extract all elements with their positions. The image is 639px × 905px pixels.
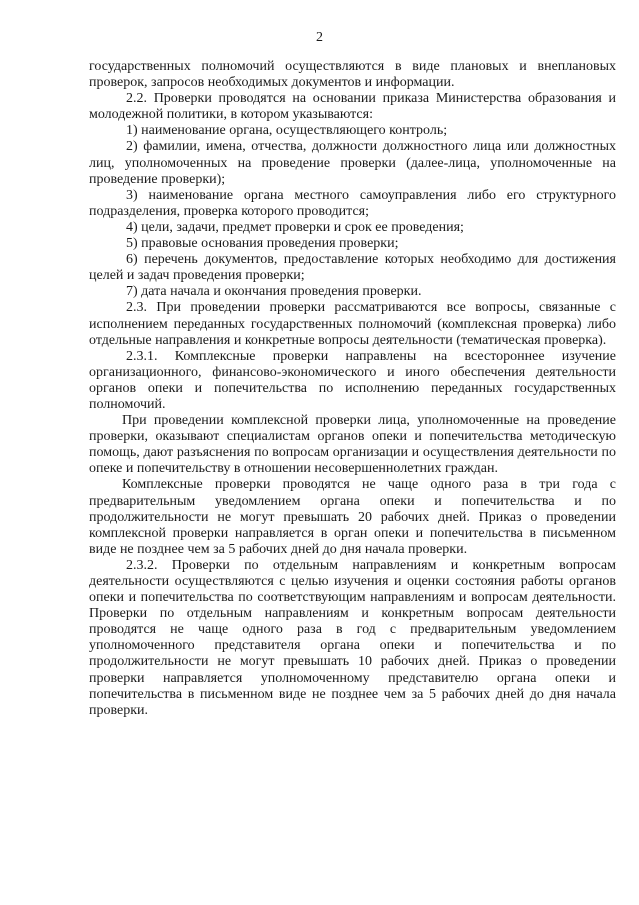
- list-item-2: 2) фамилии, имена, отчества, должности должностного лица или должностных лиц, уполномоченных на проведение проверки (далее-лица, уполномоченные на проведение проверки);: [89, 139, 616, 187]
- list-item-4: 4) цели, задачи, предмет проверки и срок ее проведения;: [126, 219, 464, 235]
- document-body: [89, 59, 616, 719]
- list-item-3: 3) наименование органа местного самоуправления либо его структурного подразделения, проверка которого проводится;: [89, 187, 616, 219]
- paragraph-2-3: 2.3. При проведении проверки рассматриваются все вопросы, связанные с исполнением переданных государственных полномочий (комплексная проверка) либо отдельные направления и конкретные вопросы деятельности (тематическая проверка).: [89, 300, 616, 348]
- list-item-1: 1) наименование органа, осуществляющего контроль;: [126, 123, 448, 139]
- list-item-5: 5) правовые основания проведения проверки;: [126, 236, 399, 252]
- paragraph-continuation: государственных полномочий осуществляются в виде плановых и внеплановых проверок, запросов необходимых документов и информации.: [89, 59, 616, 91]
- page-number: 2: [316, 30, 323, 45]
- paragraph-2-2: 2.2. Проверки проводятся на основании приказа Министерства образования и молодежной политики, в котором указываются:: [89, 91, 616, 123]
- paragraph-complex-inspection-frequency: Комплексные проверки проводятся не чаще одного раза в три года с предварительным уведомлением органа опеки и попечительства и по продолжительности не могут превышать 20 рабочих дней. Приказ о проведении комплексной проверки направляется в орган опеки и попечительства в письменном виде не позднее чем за 5 рабочих дней до дня начала проверки.: [89, 477, 616, 557]
- list-item-6: 6) перечень документов, предоставление которых необходимо для достижения целей и задач проведения проверки;: [89, 252, 616, 284]
- paragraph-2-3-2: 2.3.2. Проверки по отдельным направлениям и конкретным вопросам деятельности осуществляются с целью изучения и оценки состояния работы органов опеки и попечительства по соответствующим направлениям и вопросам деятельности. Проверки по отдельным направлениям и конкретным вопросам деятельности проводятся не чаще одного раза в год с предварительным уведомлением уполномоченного представителя органа опеки и попечительства и по продолжительности не могут превышать 10 рабочих дней. Приказ о проведении проверки направляется уполномоченному представителю органа опеки и попечительства в письменном виде не позднее чем за 5 рабочих дней до дня начала проверки.: [89, 557, 616, 718]
- paragraph-2-3-1: 2.3.1. Комплексные проверки направлены на всестороннее изучение организационного, финансово-экономического и иного обеспечения деятельности органов опеки и попечительства по исполнению переданных государственных полномочий.: [89, 348, 616, 412]
- list-item-7: 7) дата начала и окончания проведения проверки.: [126, 284, 422, 300]
- paragraph-complex-inspection-help: При проведении комплексной проверки лица, уполномоченные на проведение проверки, оказывают специалистам органов опеки и попечительства методическую помощь, дают разъяснения по вопросам организации и осуществления деятельности по опеке и попечительству в отношении несовершеннолетних граждан.: [89, 413, 616, 477]
